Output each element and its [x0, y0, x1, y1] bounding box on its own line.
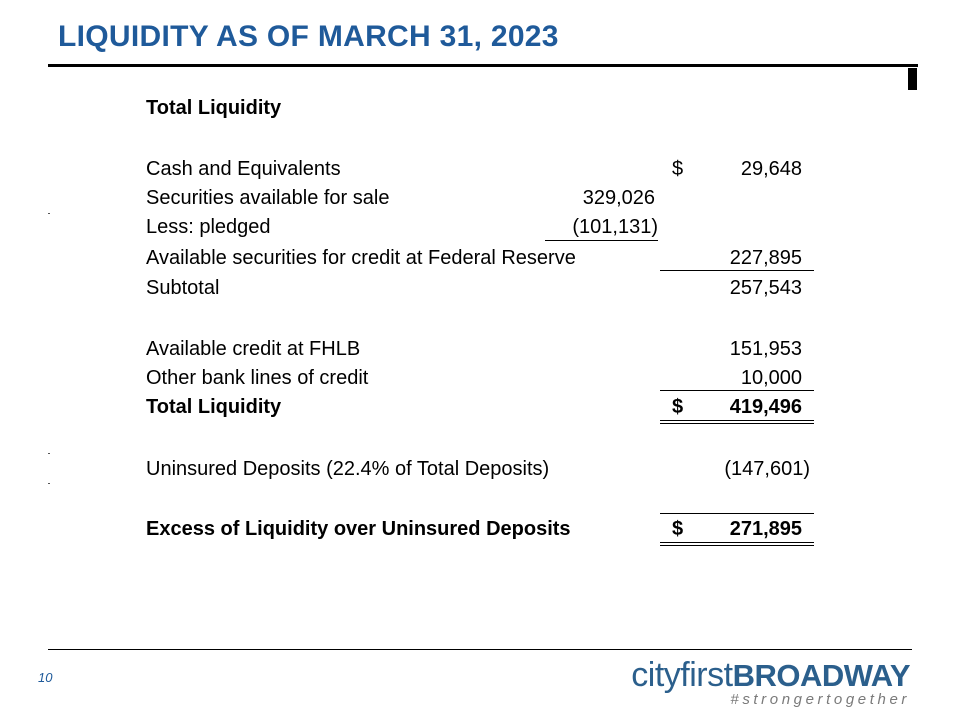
logo-city-text: cityfirst: [631, 656, 733, 694]
currency-symbol: $: [672, 518, 684, 540]
row-amount: 29,648: [740, 158, 802, 180]
page-number: 10: [38, 670, 53, 685]
row-amount: (147,601): [724, 458, 810, 480]
table-row: [0, 365, 960, 391]
amount-underline: [660, 270, 814, 271]
row-amount: 271,895: [729, 518, 802, 540]
row-amount: 257,543: [729, 277, 802, 299]
table-row: [0, 245, 960, 271]
double-underline-bottom: [660, 423, 814, 424]
table-row: [0, 214, 960, 240]
row-subamount: 329,026: [582, 187, 655, 209]
logo-broadway-text: BROADWAY: [732, 658, 910, 693]
table-row-total: [0, 516, 960, 542]
margin-mark: [48, 213, 50, 214]
amount-underline: [660, 390, 814, 391]
subtotal-underline: [545, 240, 658, 241]
title-rule-end-block: [908, 68, 917, 90]
table-row: [0, 275, 960, 301]
currency-symbol: $: [672, 396, 684, 418]
double-underline-bottom: [660, 545, 814, 546]
table-row: [0, 156, 960, 182]
row-label: Subtotal: [146, 277, 220, 299]
row-label: Available credit at FHLB: [146, 338, 361, 360]
logo-tagline: #strongertogether: [730, 691, 910, 708]
table-heading: Total Liquidity: [146, 97, 282, 119]
footer-rule: [48, 649, 912, 650]
row-label: Uninsured Deposits (22.4% of Total Deposits): [146, 458, 550, 480]
row-amount: 10,000: [740, 367, 802, 389]
row-amount: 419,496: [729, 396, 802, 418]
row-label: Less: pledged: [146, 216, 271, 238]
table-row: [0, 456, 960, 482]
row-amount: 151,953: [729, 338, 802, 360]
title-rule: [48, 64, 918, 67]
margin-mark: [48, 453, 50, 454]
row-label: Cash and Equivalents: [146, 158, 341, 180]
slide-title: LIQUIDITY AS OF MARCH 31, 2023: [58, 20, 559, 53]
row-amount: 227,895: [729, 247, 802, 269]
row-label: Securities available for sale: [146, 187, 390, 209]
double-underline-top: [660, 420, 814, 421]
row-label: Available securities for credit at Federal Reserve: [146, 247, 576, 269]
table-row: [0, 336, 960, 362]
row-label: Excess of Liquidity over Uninsured Deposits: [146, 518, 571, 540]
currency-symbol: $: [672, 158, 684, 180]
table-row: [0, 185, 960, 211]
margin-mark: [48, 483, 50, 484]
row-label: Other bank lines of credit: [146, 367, 369, 389]
table-row-total: [0, 394, 960, 420]
row-label: Total Liquidity: [146, 396, 282, 418]
table-heading-row: [0, 95, 960, 121]
row-subamount: (101,131): [572, 216, 658, 238]
double-underline-top: [660, 542, 814, 543]
amount-underline: [660, 513, 814, 514]
company-logo: [631, 655, 912, 715]
logo-wordmark: [631, 655, 910, 696]
